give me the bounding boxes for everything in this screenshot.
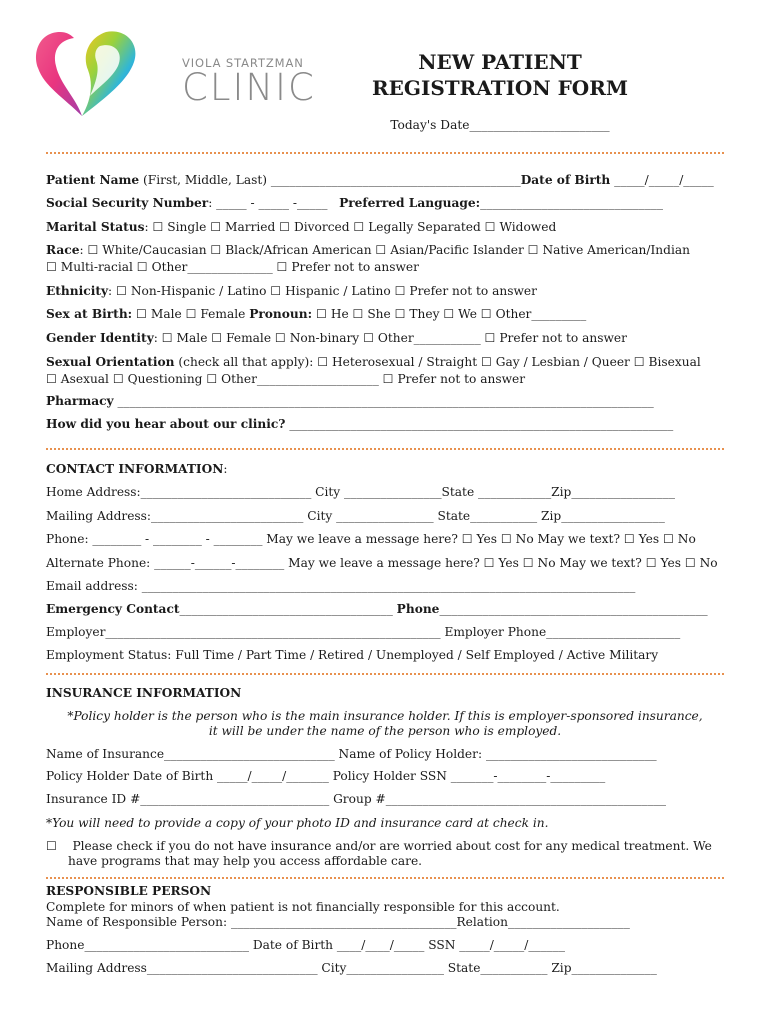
clinic-name-small: VIOLA STARTZMAN	[182, 56, 304, 70]
ethnicity-options[interactable]: : ☐ Non-Hispanic / Latino ☐ Hispanic / Latino ☐ Prefer not to answer	[108, 284, 537, 298]
mailing-address-field[interactable]: Mailing Address:_________________________ City ________________ State___________ Zip_________________	[46, 509, 665, 523]
patient-name-label: Patient Name	[46, 173, 140, 187]
employer-field[interactable]: Employer_______________________________________________________ Employer Phone______________________	[46, 625, 681, 639]
section-divider	[46, 448, 724, 450]
dob-label: Date of Birth	[520, 173, 611, 187]
emergency-phone-label: Phone	[396, 602, 440, 616]
referral-row[interactable]	[46, 416, 724, 432]
patient-name-field[interactable]: (First, Middle, Last) _________________________________________	[139, 173, 521, 187]
sex-pronoun-row[interactable]	[46, 306, 724, 322]
clinic-logo-icon	[30, 26, 142, 122]
emergency-row[interactable]	[46, 601, 724, 617]
emergency-field[interactable]: ___________________________________	[179, 602, 397, 616]
pharmacy-label: Pharmacy	[46, 394, 114, 408]
contact-heading	[46, 461, 724, 477]
race-label: Race	[46, 243, 80, 257]
responsible-heading-text: RESPONSIBLE PERSON	[46, 884, 212, 898]
pharmacy-row[interactable]	[46, 393, 724, 409]
clinic-name-big: CLINIC	[182, 66, 316, 109]
language-field[interactable]: ______________________________	[480, 196, 663, 210]
emergency-phone-field[interactable]: ____________________________________________	[439, 602, 708, 616]
race-row[interactable]	[46, 242, 724, 258]
dob-field[interactable]: _____/_____/_____	[610, 173, 714, 187]
section-divider	[46, 152, 724, 154]
gender-options[interactable]: : ☐ Male ☐ Female ☐ Non-binary ☐ Other___________ ☐ Prefer not to answer	[153, 331, 627, 345]
no-insurance-row[interactable]	[46, 838, 724, 854]
policy-holder-dob-field[interactable]: Policy Holder Date of Birth _____/_____/_______ Policy Holder SSN _______-________-_________	[46, 769, 606, 783]
ssn-field[interactable]: : _____ - _____ -_____	[208, 196, 328, 210]
home-address-field[interactable]: Home Address:____________________________ City ________________State ____________Zip_________________	[46, 485, 675, 499]
email-field[interactable]: Email address: _________________________________________________________________________________	[46, 579, 636, 593]
insurance-heading-text: INSURANCE INFORMATION	[46, 686, 242, 700]
orientation-label: Sexual Orientation	[46, 355, 175, 369]
race-row-2[interactable]: ☐ Multi-racial ☐ Other______________ ☐ Prefer not to answer	[46, 260, 419, 274]
todays-date-field[interactable]: Today's Date_______________________	[390, 118, 610, 132]
form-title-line1: NEW PATIENT	[418, 50, 582, 74]
alt-phone-field[interactable]: Alternate Phone: ______-______-________ May we leave a message here? ☐ Yes ☐ No May we text? ☐ Yes ☐ No	[46, 556, 718, 570]
pharmacy-field[interactable]: ________________________________________________________________________________________	[113, 394, 654, 408]
no-insurance-text-2: have programs that may help you access affordable care.	[68, 854, 423, 868]
no-insurance-checkbox[interactable]: ☐	[46, 839, 57, 853]
section-divider	[46, 877, 724, 879]
gender-label: Gender Identity	[46, 331, 154, 345]
responsible-heading	[46, 883, 724, 899]
referral-label: How did you hear about our clinic?	[46, 417, 286, 431]
no-insurance-text-1: Please check if you do not have insurance and/or are worried about cost for any medical treatment. We	[72, 839, 712, 853]
race-options[interactable]: : ☐ White/Caucasian ☐ Black/African American ☐ Asian/Pacific Islander ☐ Native American/Indian	[79, 243, 690, 257]
orientation-options[interactable]: (check all that apply): ☐ Heterosexual / Straight ☐ Gay / Lesbian / Queer ☐ Bisexual	[174, 355, 701, 369]
insurance-name-field[interactable]: Name of Insurance____________________________ Name of Policy Holder: ____________________________	[46, 747, 657, 761]
gender-row[interactable]	[46, 330, 724, 346]
marital-options[interactable]: : ☐ Single ☐ Married ☐ Divorced ☐ Legally Separated ☐ Widowed	[144, 220, 557, 234]
referral-field[interactable]: _______________________________________________________________	[285, 417, 674, 431]
ethnicity-label: Ethnicity	[46, 284, 109, 298]
employment-status-field[interactable]: Employment Status: Full Time / Part Time / Retired / Unemployed / Self Employed / Active Military	[46, 648, 659, 662]
language-label: Preferred Language:	[339, 196, 481, 210]
insurance-note-2: it will be under the name of the person who is employed.	[208, 724, 562, 738]
contact-heading-text: CONTACT INFORMATION	[46, 462, 224, 476]
marital-row[interactable]	[46, 219, 724, 235]
sex-options[interactable]: ☐ Male ☐ Female	[132, 307, 250, 321]
ssn-row[interactable]	[46, 195, 724, 211]
insurance-id-field[interactable]: Insurance ID #_______________________________ Group #______________________________________________	[46, 792, 667, 806]
clinic-wordmark	[182, 56, 316, 109]
responsible-mailing-field[interactable]: Mailing Address____________________________ City________________ State___________ Zip______________	[46, 961, 657, 975]
sex-label: Sex at Birth:	[46, 307, 133, 321]
orientation-row-2[interactable]: ☐ Asexual ☐ Questioning ☐ Other____________________ ☐ Prefer not to answer	[46, 372, 526, 386]
ethnicity-row[interactable]	[46, 283, 724, 299]
form-title-line2: REGISTRATION FORM	[372, 76, 628, 100]
photo-id-note: *You will need to provide a copy of your photo ID and insurance card at check in.	[46, 816, 549, 830]
marital-label: Marital Status	[46, 220, 145, 234]
emergency-label: Emergency Contact	[46, 602, 180, 616]
responsible-name-field[interactable]: Name of Responsible Person: _____________________________________Relation____________________	[46, 915, 630, 929]
insurance-heading	[46, 685, 724, 701]
contact-heading-colon: :	[223, 462, 228, 476]
pronoun-options[interactable]: ☐ He ☐ She ☐ They ☐ We ☐ Other_________	[312, 307, 587, 321]
pronoun-label: Pronoun:	[249, 307, 313, 321]
ssn-label: Social Security Number	[46, 196, 209, 210]
phone-field[interactable]: Phone: ________ - ________ - ________ May we leave a message here? ☐ Yes ☐ No May we text? ☐ Yes ☐ No	[46, 532, 696, 546]
patient-name-row[interactable]	[46, 172, 724, 188]
orientation-row[interactable]	[46, 354, 724, 370]
section-divider	[46, 673, 724, 675]
responsible-phone-field[interactable]: Phone___________________________ Date of Birth ____/____/_____ SSN _____/_____/______	[46, 938, 565, 952]
responsible-note: Complete for minors of when patient is not financially responsible for this account.	[46, 900, 560, 914]
insurance-note-1: *Policy holder is the person who is the main insurance holder. If this is employer-sponsored insurance,	[67, 709, 703, 723]
